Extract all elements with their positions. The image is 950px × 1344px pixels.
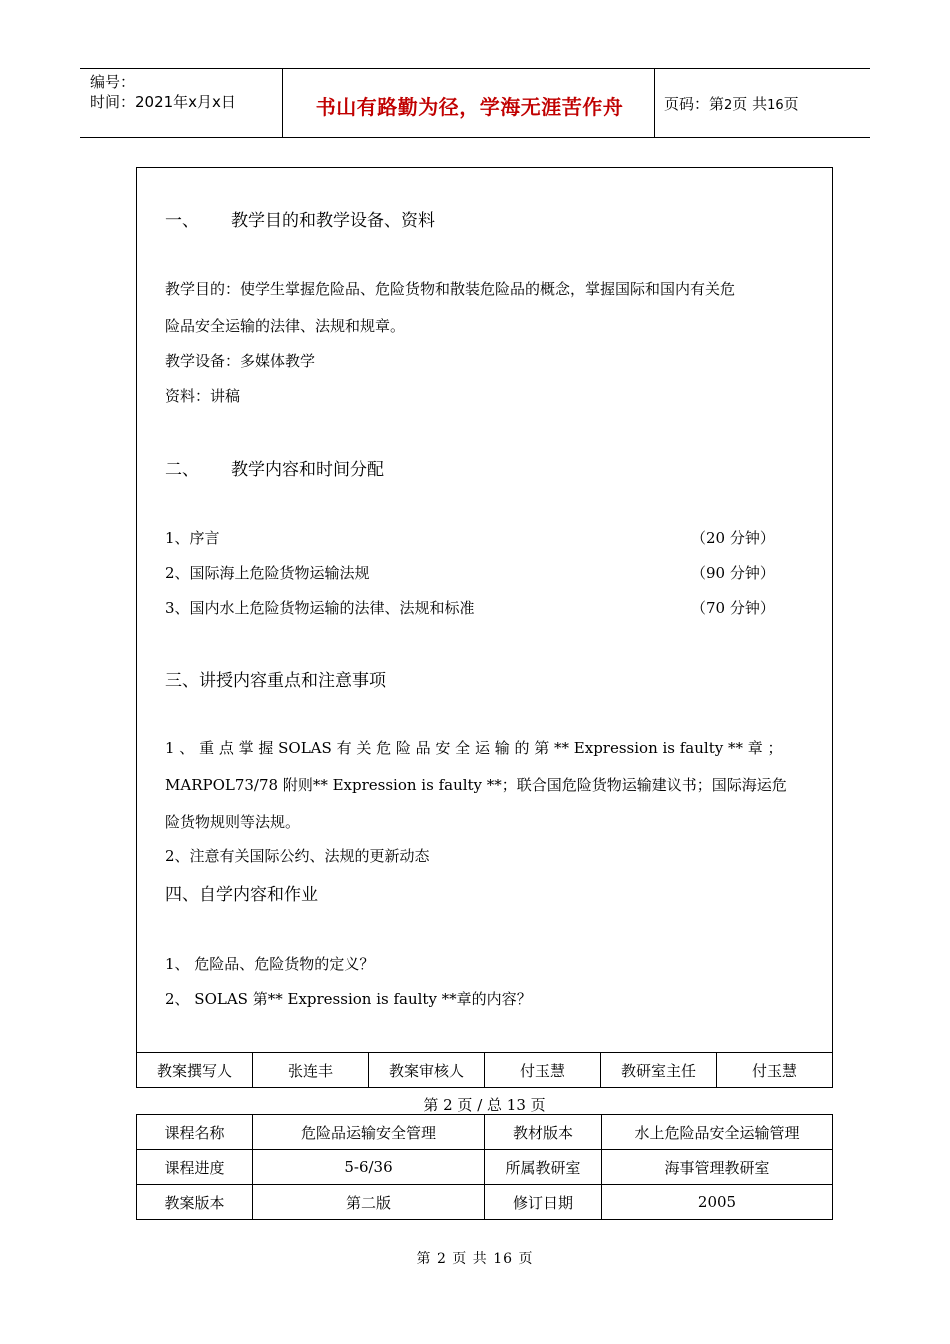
version: 第二版	[253, 1185, 485, 1220]
table-row	[137, 1115, 833, 1150]
course-name: 危险品运输安全管理	[253, 1115, 485, 1150]
textbook: 水上危险品安全运输管理	[602, 1115, 833, 1150]
page-current: 2	[724, 98, 733, 113]
department-label: 所属教研室	[485, 1150, 602, 1185]
section-number: 一、	[165, 211, 199, 231]
key-points-line-3: 险货物规则等法规。	[165, 813, 301, 831]
time-label: 时间：2021年x月x日	[90, 93, 236, 111]
goal-line-1: 教学目的：使学生掌握危险品、危险货物和散装危险品的概念，掌握国际和国内有关危	[165, 280, 736, 298]
schedule-item-duration: （70 分钟）	[691, 599, 775, 617]
section-3-title: 三、讲授内容重点和注意事项	[165, 671, 386, 691]
revised-label: 修订日期	[485, 1185, 602, 1220]
page-total: 16	[767, 98, 784, 113]
homework-question: 2、 SOLAS 第** Expression is faulty **章的内容？	[165, 990, 532, 1008]
section-1-title	[165, 206, 435, 231]
signature-table	[136, 1052, 833, 1088]
course-name-label: 课程名称	[137, 1115, 253, 1150]
page-mid: 页 共	[732, 95, 768, 113]
revised-date: 2005	[602, 1185, 833, 1220]
page-suffix: 页	[783, 95, 799, 113]
reviewer-label: 教案审核人	[369, 1053, 485, 1088]
section-number: 二、	[165, 460, 199, 480]
key-points-line-2: MARPOL73/78 附则** Expression is faulty **；联合国危险货物运输建议书；国际海运危	[165, 776, 787, 794]
section-heading: 教学内容和时间分配	[231, 460, 384, 480]
section-heading: 教学目的和教学设备、资料	[231, 211, 435, 231]
table-row	[137, 1150, 833, 1185]
table-row	[137, 1185, 833, 1220]
author-label: 教案撰写人	[137, 1053, 253, 1088]
director-name: 付玉慧	[717, 1053, 833, 1088]
materials-text: 资料：讲稿	[165, 387, 241, 405]
page-footer: 第 2 页 共 16 页	[416, 1251, 534, 1267]
equipment-text: 教学设备：多媒体教学	[165, 352, 316, 370]
key-points-note: 2、注意有关国际公约、法规的更新动态	[165, 847, 430, 865]
progress: 5-6/36	[253, 1150, 485, 1185]
page-prefix: 页码：第	[664, 95, 725, 113]
page-header	[80, 68, 870, 138]
schedule-item-text: 3、国内水上危险货物运输的法律、法规和标准	[165, 599, 475, 617]
header-motto: 书山有路勤为径，学海无涯苦作舟	[315, 95, 624, 119]
schedule-item-text: 1、序言	[165, 529, 220, 547]
textbook-label: 教材版本	[485, 1115, 602, 1150]
table-row	[137, 1053, 833, 1088]
schedule-item-text: 2、国际海上危险货物运输法规	[165, 564, 370, 582]
section-2-title	[165, 455, 384, 480]
author-name: 张连丰	[253, 1053, 369, 1088]
header-meta	[90, 72, 236, 112]
schedule-item-duration: （20 分钟）	[691, 529, 775, 547]
homework-question: 1、 危险品、危险货物的定义？	[165, 955, 375, 973]
director-label: 教研室主任	[601, 1053, 717, 1088]
schedule-item-duration: （90 分钟）	[691, 564, 775, 582]
number-label: 编号：	[90, 73, 136, 91]
version-label: 教案版本	[137, 1185, 253, 1220]
progress-label: 课程进度	[137, 1150, 253, 1185]
lesson-plan-body	[136, 167, 833, 1053]
course-info-table	[136, 1114, 833, 1220]
header-page-counter	[664, 93, 799, 114]
reviewer-name: 付玉慧	[485, 1053, 601, 1088]
mid-page-counter: 第 2 页 / 总 13 页	[423, 1096, 546, 1114]
section-4-title: 四、自学内容和作业	[165, 885, 318, 905]
department: 海事管理教研室	[602, 1150, 833, 1185]
goal-line-2: 险品安全运输的法律、法规和规章。	[165, 317, 406, 335]
key-points-line-1: 1 、 重 点 掌 握 SOLAS 有 关 危 险 品 安 全 运 输 的 第 ** Expression is faulty ** 章 ；	[165, 739, 783, 757]
